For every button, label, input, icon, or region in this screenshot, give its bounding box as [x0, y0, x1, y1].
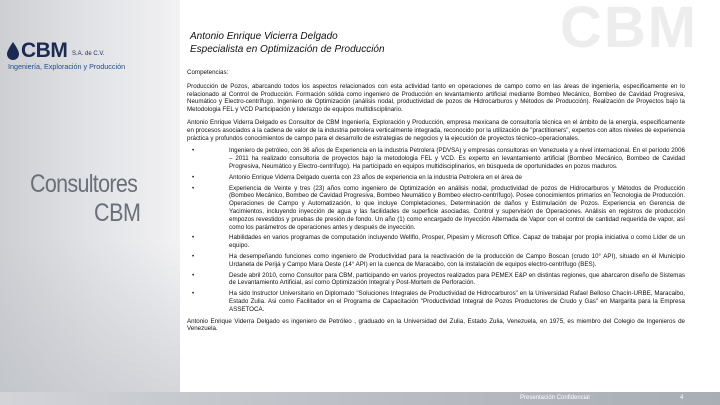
- bullet-icon: •: [192, 234, 195, 242]
- closing-paragraph: Antonio Enrique Viderra Delgado es ingeniero de Petróleo , graduado en la Universidad del Zulia, Estado Zulia, Venezuela, en 1975, es miembro del Colegio de Ingenieros de Venezuela.: [187, 317, 685, 333]
- list-item-text: Experiencia de Veinte y tres (23) años como ingeniero de Optimización en análisis nodal, productividad de pozos de Hidrocarburos y Métodos de Producción (Bombeo Mecánico, Bombeo de Cavidad Progresiva, Bombeo Neumático y Bombeo electro-centrífugo). Posee conocimientos primarios en Tecnologia de Producción. Operaciones de Campo y Automatización, lo que incluye Completaciones, Determinación de daños y Estimulación de Pozos. Experiencia en Gerencia de Yacimientos, incluyendo inyección de agua y las facilidades de superficie asociadas. Control y supervisión de Operaciones. Análisis en registros de producción empozos revestidos y pruebas de presión de fondo. Un año (1) como encargado de Inyección Alternada de Vapor con el control de cantidad requerida de vapor, así como los parámetros de operaciones antes y después de inyección.: [229, 184, 685, 231]
- consultant-title: Especialista en Optimización de Producción: [190, 44, 385, 55]
- intro-paragraph: Antonio Enrique Viderra Delgado es Consultor de CBM Ingeniería, Exploración y Producción, empresa mexicana de consultoría técnica en el ámbito de la energía, especificamente en procesos asociados a la cadena de valor de la industria petrolera verticalmente integrada, reconocido por la utilización de "practitioners", expertos con altos niveles de experiencia práctica y profundos conocimientos de campo para el desarrollo de estrategias de negocios y la ejecución de proyectos técnico–operacionales.: [187, 118, 685, 142]
- footer-confidential: Presentación Confidencial: [520, 395, 590, 401]
- list-item-text: Antonio Enrique Viderra Delgado cuenta con 23 años de experiencia en la industria Petrolera en el área de: [229, 173, 522, 181]
- cbm-watermark: CBM: [560, 0, 699, 60]
- footer-bar: [0, 392, 720, 405]
- logo-tagline: Ingeniería, Exploración y Producción: [8, 62, 126, 71]
- bullet-icon: •: [192, 290, 195, 298]
- list-item-text: Habilidades en varios programas de computación incluyendo Wellflo, Prosper, Pipesim y Microsoft Office. Capaz de trabajar por propia iniciativa o como Líder de un equipo.: [229, 234, 685, 250]
- side-title-cbm: CBM: [94, 199, 141, 227]
- list-item-text: Desde abril 2010, como Consultor para CBM, participando en varios proyectos realizados para PEMEX E&P en distintas regiones, que abarcaron diseño de Sistemas de Levantamiento Artificial, así como Optimización Integral y Post-Mortem de Perforación.: [229, 271, 685, 287]
- page-number: 4: [680, 395, 684, 401]
- list-item: [187, 174, 685, 182]
- competencias-paragraph: Producción de Pozos, abarcando todos los aspectos relacionados con esta actividad tanto en operaciones de campo como en las áreas de ingeniería, especificamente en lo relacionado al Control de Producción. Formación sólida como ingeniero de Producción en levantamiento artificial mediante Bombeo Mecánico, Bombeo de Cavidad Progresiva, Neumático y Electro-centrífugo. Ingeniero de Optimización (análisis nodal, productividad de pozos de Hidrocarburos y Métodos de Producción). Realización de Proyectos bajo la Metodologia FEL y VCD Participación y liderazgo de equipos multidisciplinario.: [187, 82, 685, 114]
- list-item-text: Ingeniero de petróleo, con 36 años de Experiencia en la industria Petrolera (PDVSA) y empresas consultoras en Venezuela y a nivel internacional. En el período 2006 – 2011 ha realizado consultoria de proyectos bajo la metodologia FEL y VCD. Es experto en levantamiento artificial (Bombeo Mecánico, Bombeo de Cavidad Progresiva, Neumático y Electro-centrífugo). Ha participado en equipos multidisciplinarios, en búsqueda de oportunidades en pozos maduros.: [229, 147, 685, 170]
- bullet-icon: •: [192, 173, 195, 181]
- list-item: [187, 185, 685, 232]
- sidebar-gradient-band: [0, 240, 180, 405]
- list-item: [187, 253, 685, 269]
- list-item: [187, 272, 685, 288]
- side-title-consultores: Consultores: [30, 170, 138, 198]
- logo-suffix: S.A. de C.V.: [72, 51, 105, 57]
- list-item-text: Ha desempeñando funciones como ingeniero de Productividad para la reactivación de la producción de Campo Boscan (crudo 10° API), situado en el Municipio Urdaneta de Perijá y Campo Mara Oeste (14° API) en la cuenca de Maracaibo, con la instalación de equipos electro-centrífugo (BES).: [229, 252, 685, 268]
- consultant-name: Antonio Enrique Vicierra Delgado: [190, 31, 338, 42]
- list-item: [187, 234, 685, 250]
- profile-body: [187, 69, 685, 338]
- oil-drop-icon: [6, 42, 20, 60]
- left-sidebar-panel: [0, 0, 180, 405]
- bullet-icon: •: [192, 184, 195, 192]
- list-item: [187, 290, 685, 313]
- competencias-heading: Competencias:: [187, 69, 229, 76]
- logo-wordmark: CBM: [21, 39, 68, 62]
- experience-list: [187, 147, 685, 313]
- bullet-icon: •: [192, 271, 195, 279]
- list-item-text: Ha sido Instructor Universitario en Diplomado "Soluciones Integrales de Productividad de Hidrocarburos" en la Universidad Rafael Belloso Chacín-URBE, Maracaibo, Estado Zulia. Asi como Facilitador en el Programa de Capacitación "Productividad Integral de Pozos Productores de Crudo y Gas" en Margarita para la Empresa ASSETOCA.: [229, 290, 685, 313]
- cbm-logo: [6, 40, 176, 70]
- list-item: [187, 147, 685, 170]
- slide-header: [190, 30, 385, 56]
- bullet-icon: •: [192, 252, 195, 260]
- bullet-icon: •: [192, 147, 195, 155]
